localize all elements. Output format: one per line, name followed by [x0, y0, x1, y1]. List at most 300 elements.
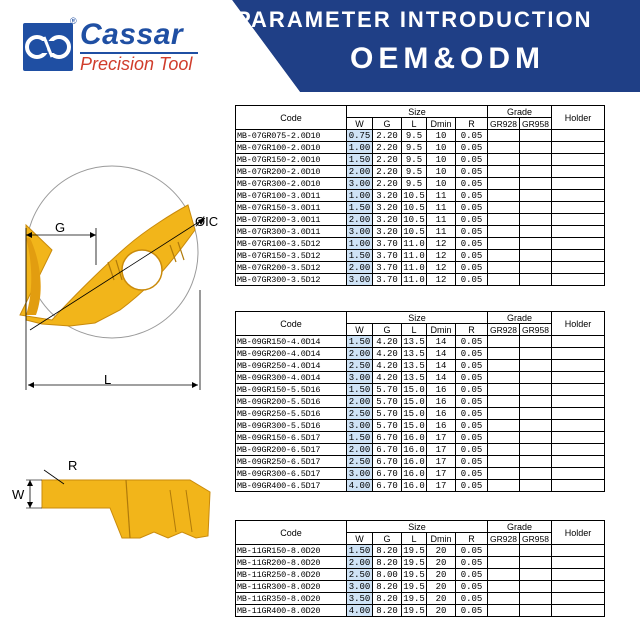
- table-row: [236, 166, 605, 178]
- g-cell: 4.20: [373, 372, 402, 384]
- dmin-cell: 14: [427, 360, 456, 372]
- r-cell: 0.05: [456, 408, 488, 420]
- g-col-header: G: [373, 533, 402, 545]
- table-row: [236, 444, 605, 456]
- dmin-cell: 10: [427, 166, 456, 178]
- table-row: [236, 130, 605, 142]
- holder-cell: [552, 250, 605, 262]
- dmin-cell: 17: [427, 456, 456, 468]
- r-cell: 0.05: [456, 569, 488, 581]
- holder-cell: [552, 468, 605, 480]
- gr928-cell: [488, 166, 520, 178]
- gr928-cell: [488, 468, 520, 480]
- w-cell: 2.50: [347, 408, 373, 420]
- holder-cell: [552, 432, 605, 444]
- code-cell: MB-09GR300-5.5D16: [236, 420, 347, 432]
- l-cell: 19.5: [403, 581, 425, 592]
- r-cell: 0.05: [456, 384, 488, 396]
- gr928-cell: [488, 569, 520, 581]
- gr958-cell: [520, 557, 552, 569]
- gr958-cell: [520, 468, 552, 480]
- holder-cell: [552, 480, 605, 492]
- holder-cell: [552, 348, 605, 360]
- g-cell: 3.70: [373, 262, 402, 274]
- g-cell: 6.70: [373, 468, 402, 480]
- l-cell: 11.0: [403, 238, 425, 249]
- dmin-cell: 12: [427, 238, 456, 250]
- header-row-top: [236, 521, 605, 533]
- r-cell: 0.05: [456, 348, 488, 360]
- dmin-cell: 10: [427, 142, 456, 154]
- holder-cell: [552, 154, 605, 166]
- dmin-col-header: Dmin: [427, 533, 456, 545]
- g-cell: 4.20: [373, 360, 402, 372]
- dmin-cell: 11: [427, 214, 456, 226]
- code-header: Code: [236, 106, 347, 130]
- r-cell: 0.05: [456, 190, 488, 202]
- r-cell: 0.05: [456, 262, 488, 274]
- table-row: [236, 274, 605, 286]
- spec-table-3: [235, 520, 605, 617]
- code-cell: MB-07GR300-2.0D10: [236, 178, 347, 190]
- dmin-cell: 16: [427, 420, 456, 432]
- w-cell: 2.00: [347, 557, 373, 569]
- gr958-cell: [520, 360, 552, 372]
- holder-cell: [552, 360, 605, 372]
- dmin-cell: 12: [427, 262, 456, 274]
- gr928-col-header: GR928: [488, 118, 520, 130]
- g-cell: 3.20: [373, 190, 402, 202]
- l-cell: 9.5: [402, 166, 427, 178]
- gr928-cell: [488, 142, 520, 154]
- l-cell: 9.5: [402, 130, 427, 142]
- g-col-header: G: [373, 118, 402, 130]
- gr958-cell: [520, 605, 552, 617]
- gr958-cell: [520, 214, 552, 226]
- r-cell: 0.05: [456, 396, 488, 408]
- table-row: [236, 372, 605, 384]
- gr928-cell: [488, 238, 520, 250]
- holder-cell: [552, 202, 605, 214]
- code-cell: MB-09GR200-5.5D16: [236, 396, 347, 408]
- w-cell: 4.00: [347, 605, 373, 617]
- header-row-top: [236, 106, 605, 118]
- dmin-cell: 20: [427, 569, 456, 581]
- gr928-cell: [488, 226, 520, 238]
- gr928-cell: [488, 336, 520, 348]
- gr958-cell: [520, 396, 552, 408]
- table-row: [236, 384, 605, 396]
- code-cell: MB-11GR300-8.0D20: [236, 581, 347, 593]
- w-cell: 1.00: [347, 142, 373, 154]
- l-cell: 13.5: [403, 336, 425, 347]
- code-cell: MB-11GR350-8.0D20: [236, 593, 347, 605]
- gr958-cell: [520, 384, 552, 396]
- r-cell: 0.05: [456, 226, 488, 238]
- gr928-cell: [488, 202, 520, 214]
- gr928-cell: [488, 396, 520, 408]
- table-row: [236, 178, 605, 190]
- g-cell: 2.20: [373, 178, 402, 190]
- holder-cell: [552, 238, 605, 250]
- holder-cell: [552, 372, 605, 384]
- gr928-col-header: GR928: [488, 533, 520, 545]
- table-row: [236, 468, 605, 480]
- w-cell: 0.75: [347, 130, 373, 142]
- code-cell: MB-09GR250-5.5D16: [236, 408, 347, 420]
- code-cell: MB-09GR150-4.0D14: [236, 336, 347, 348]
- l-cell: 11.0: [403, 250, 425, 261]
- gr928-cell: [488, 456, 520, 468]
- gr928-cell: [488, 593, 520, 605]
- l-cell: 13.5: [403, 348, 425, 359]
- code-cell: MB-09GR150-6.5D17: [236, 432, 347, 444]
- dmin-cell: 10: [427, 154, 456, 166]
- gr928-cell: [488, 444, 520, 456]
- w-cell: 4.00: [347, 480, 373, 492]
- holder-cell: [552, 456, 605, 468]
- w-col-header: W: [347, 118, 373, 130]
- code-header: Code: [236, 312, 347, 336]
- gr958-cell: [520, 250, 552, 262]
- gr928-cell: [488, 214, 520, 226]
- g-cell: 3.70: [373, 274, 402, 286]
- g-col-header: G: [373, 324, 402, 336]
- brand-tagline: Precision Tool: [80, 54, 193, 74]
- r-cell: 0.05: [456, 166, 488, 178]
- g-cell: 3.70: [373, 250, 402, 262]
- w-cell: 1.50: [347, 154, 373, 166]
- l-col-header: L: [402, 118, 427, 130]
- l-cell: 13.5: [403, 372, 425, 383]
- insert-side-view: [12, 458, 210, 538]
- gr928-cell: [488, 348, 520, 360]
- l-cell: 9.5: [402, 142, 427, 154]
- g-cell: 5.70: [373, 408, 402, 420]
- code-cell: MB-07GR100-2.0D10: [236, 142, 347, 154]
- insert-diagram: [0, 140, 232, 640]
- holder-header: Holder: [552, 521, 605, 545]
- table-row: [236, 432, 605, 444]
- grade-header: Grade: [488, 521, 552, 533]
- r-cell: 0.05: [456, 250, 488, 262]
- w-cell: 1.00: [347, 190, 373, 202]
- l-cell: 15.0: [403, 420, 425, 431]
- r-cell: 0.05: [456, 202, 488, 214]
- l-cell: 16.0: [403, 432, 425, 443]
- g-cell: 5.70: [373, 396, 402, 408]
- gr958-cell: [520, 569, 552, 581]
- dmin-cell: 14: [427, 348, 456, 360]
- gr958-cell: [520, 480, 552, 492]
- g-cell: 2.20: [373, 166, 402, 178]
- header-row-top: [236, 312, 605, 324]
- gr958-cell: [520, 202, 552, 214]
- table-row: [236, 238, 605, 250]
- g-cell: 2.20: [373, 142, 402, 154]
- dmin-col-header: Dmin: [427, 324, 456, 336]
- code-cell: MB-07GR200-2.0D10: [236, 166, 347, 178]
- l-cell: 9.5: [402, 154, 427, 166]
- holder-cell: [552, 274, 605, 286]
- code-cell: MB-07GR075-2.0D10: [236, 130, 347, 142]
- code-cell: MB-07GR200-3.5D12: [236, 262, 347, 274]
- table-row: [236, 336, 605, 348]
- holder-cell: [552, 166, 605, 178]
- r-col-header: R: [456, 533, 488, 545]
- holder-cell: [552, 605, 605, 617]
- dmin-cell: 11: [427, 190, 456, 202]
- code-cell: MB-07GR150-3.0D11: [236, 202, 347, 214]
- table-row: [236, 262, 605, 274]
- l-cell: 16.0: [403, 444, 425, 455]
- gr928-cell: [488, 420, 520, 432]
- r-cell: 0.05: [456, 372, 488, 384]
- table-row: [236, 545, 605, 557]
- code-cell: MB-09GR250-4.0D14: [236, 360, 347, 372]
- gr928-cell: [488, 360, 520, 372]
- dmin-cell: 16: [427, 396, 456, 408]
- r-cell: 0.05: [456, 420, 488, 432]
- w-label: W: [12, 487, 25, 502]
- holder-cell: [552, 384, 605, 396]
- code-cell: MB-07GR300-3.0D11: [236, 226, 347, 238]
- table-row: [236, 154, 605, 166]
- g-cell: 6.70: [373, 456, 402, 468]
- dmin-cell: 17: [427, 480, 456, 492]
- code-cell: MB-11GR250-8.0D20: [236, 569, 347, 581]
- gr958-cell: [520, 336, 552, 348]
- g-cell: 5.70: [373, 420, 402, 432]
- dmin-cell: 11: [427, 202, 456, 214]
- l-cell: 15.0: [403, 384, 425, 395]
- header-subtitle: OEM&ODM: [350, 42, 545, 75]
- code-cell: MB-11GR200-8.0D20: [236, 557, 347, 569]
- r-cell: 0.05: [456, 545, 488, 557]
- l-cell: 19.5: [403, 605, 425, 616]
- holder-header: Holder: [552, 312, 605, 336]
- r-cell: 0.05: [456, 142, 488, 154]
- gr928-cell: [488, 545, 520, 557]
- holder-cell: [552, 142, 605, 154]
- gr928-cell: [488, 557, 520, 569]
- l-cell: 11.0: [403, 274, 425, 285]
- gr958-cell: [520, 130, 552, 142]
- table-row: [236, 142, 605, 154]
- w-cell: 2.00: [347, 214, 373, 226]
- g-cell: 8.20: [373, 557, 402, 569]
- code-cell: MB-09GR400-6.5D17: [236, 480, 347, 492]
- dmin-cell: 17: [427, 468, 456, 480]
- g-label: G: [55, 220, 66, 235]
- gr958-cell: [520, 262, 552, 274]
- table-row: [236, 348, 605, 360]
- code-cell: MB-09GR150-5.5D16: [236, 384, 347, 396]
- gr958-cell: [520, 348, 552, 360]
- l-col-header: L: [402, 533, 427, 545]
- g-cell: 6.70: [373, 480, 402, 492]
- table-row: [236, 581, 605, 593]
- gr958-cell: [520, 372, 552, 384]
- gr958-cell: [520, 420, 552, 432]
- r-cell: 0.05: [456, 274, 488, 286]
- w-col-header: W: [347, 533, 373, 545]
- holder-cell: [552, 408, 605, 420]
- gr958-cell: [520, 593, 552, 605]
- page-header: [0, 0, 640, 92]
- gr958-cell: [520, 444, 552, 456]
- dmin-cell: 14: [427, 372, 456, 384]
- table-row: [236, 250, 605, 262]
- w-cell: 3.00: [347, 420, 373, 432]
- gr958-cell: [520, 238, 552, 250]
- dmin-cell: 17: [427, 432, 456, 444]
- code-cell: MB-07GR300-3.5D12: [236, 274, 347, 286]
- insert-top-view: [20, 166, 218, 390]
- holder-cell: [552, 190, 605, 202]
- g-cell: 3.70: [373, 238, 402, 250]
- r-col-header: R: [456, 118, 488, 130]
- gr928-cell: [488, 408, 520, 420]
- table-row: [236, 360, 605, 372]
- holder-cell: [552, 396, 605, 408]
- gr928-cell: [488, 178, 520, 190]
- dmin-cell: 20: [427, 593, 456, 605]
- table-row: [236, 396, 605, 408]
- r-cell: 0.05: [456, 456, 488, 468]
- gr958-cell: [520, 408, 552, 420]
- gr928-cell: [488, 372, 520, 384]
- l-cell: 16.0: [403, 480, 425, 491]
- gr928-cell: [488, 605, 520, 617]
- r-cell: 0.05: [456, 605, 488, 617]
- grade-header: Grade: [488, 312, 552, 324]
- ic-label: ØIC: [195, 214, 219, 229]
- l-cell: 16.0: [403, 456, 425, 467]
- holder-cell: [552, 593, 605, 605]
- g-cell: 6.70: [373, 432, 402, 444]
- gr958-cell: [520, 142, 552, 154]
- holder-cell: [552, 581, 605, 593]
- table-row: [236, 214, 605, 226]
- l-cell: 15.0: [403, 408, 425, 419]
- gr958-col-header: GR958: [520, 533, 552, 545]
- r-cell: 0.05: [456, 480, 488, 492]
- g-cell: 2.20: [373, 154, 402, 166]
- l-cell: 15.0: [403, 396, 425, 407]
- table-row: [236, 605, 605, 617]
- w-cell: 3.00: [347, 372, 373, 384]
- dmin-cell: 20: [427, 557, 456, 569]
- r-cell: 0.05: [456, 468, 488, 480]
- code-cell: MB-07GR150-2.0D10: [236, 154, 347, 166]
- spec-table-1: [235, 105, 605, 286]
- w-cell: 1.50: [347, 250, 373, 262]
- g-cell: 8.20: [373, 593, 402, 605]
- holder-header: Holder: [552, 106, 605, 130]
- r-cell: 0.05: [456, 557, 488, 569]
- size-header: Size: [347, 312, 488, 324]
- gr958-cell: [520, 545, 552, 557]
- g-cell: 6.70: [373, 444, 402, 456]
- g-cell: 5.70: [373, 384, 402, 396]
- r-label: R: [68, 458, 78, 473]
- gr928-cell: [488, 384, 520, 396]
- dmin-cell: 10: [427, 178, 456, 190]
- table-row: [236, 593, 605, 605]
- gr958-col-header: GR958: [520, 324, 552, 336]
- gr928-cell: [488, 581, 520, 593]
- g-cell: 8.20: [373, 545, 402, 557]
- holder-cell: [552, 262, 605, 274]
- code-cell: MB-09GR300-4.0D14: [236, 372, 347, 384]
- r-col-header: R: [456, 324, 488, 336]
- r-cell: 0.05: [456, 154, 488, 166]
- holder-cell: [552, 569, 605, 581]
- gr958-cell: [520, 178, 552, 190]
- gr958-cell: [520, 190, 552, 202]
- dmin-cell: 16: [427, 384, 456, 396]
- l-cell: 16.0: [403, 468, 425, 479]
- l-cell: 13.5: [403, 360, 425, 371]
- l-cell: 19.5: [403, 569, 425, 580]
- gr928-cell: [488, 274, 520, 286]
- holder-cell: [552, 336, 605, 348]
- g-cell: 8.20: [373, 605, 402, 617]
- cassar-logo-icon: [22, 22, 74, 72]
- l-cell: 10.5: [403, 202, 425, 213]
- gr928-cell: [488, 262, 520, 274]
- table-row: [236, 226, 605, 238]
- code-cell: MB-11GR400-8.0D20: [236, 605, 347, 617]
- code-cell: MB-09GR200-6.5D17: [236, 444, 347, 456]
- w-cell: 1.50: [347, 432, 373, 444]
- code-cell: MB-09GR200-4.0D14: [236, 348, 347, 360]
- g-cell: 4.20: [373, 336, 402, 348]
- w-cell: 1.50: [347, 384, 373, 396]
- l-label: L: [104, 372, 112, 387]
- gr928-cell: [488, 432, 520, 444]
- dmin-cell: 17: [427, 444, 456, 456]
- g-cell: 2.20: [373, 130, 402, 142]
- dmin-cell: 20: [427, 581, 456, 593]
- w-cell: 1.50: [347, 202, 373, 214]
- w-cell: 1.50: [347, 545, 373, 557]
- gr958-cell: [520, 432, 552, 444]
- code-cell: MB-09GR300-6.5D17: [236, 468, 347, 480]
- holder-cell: [552, 214, 605, 226]
- w-col-header: W: [347, 324, 373, 336]
- g-cell: 3.20: [373, 214, 402, 226]
- code-cell: MB-11GR150-8.0D20: [236, 545, 347, 557]
- holder-cell: [552, 130, 605, 142]
- dmin-cell: 14: [427, 336, 456, 348]
- g-cell: 8.00: [373, 569, 402, 581]
- holder-cell: [552, 226, 605, 238]
- w-cell: 3.00: [347, 226, 373, 238]
- w-cell: 3.50: [347, 593, 373, 605]
- brand-name: Cassar: [80, 18, 184, 51]
- gr958-cell: [520, 581, 552, 593]
- dmin-cell: 12: [427, 250, 456, 262]
- r-cell: 0.05: [456, 360, 488, 372]
- dmin-col-header: Dmin: [427, 118, 456, 130]
- insert-hole: [122, 250, 162, 290]
- brand-registered-mark: ®: [70, 16, 77, 26]
- g-cell: 4.20: [373, 348, 402, 360]
- r-cell: 0.05: [456, 178, 488, 190]
- table-row: [236, 190, 605, 202]
